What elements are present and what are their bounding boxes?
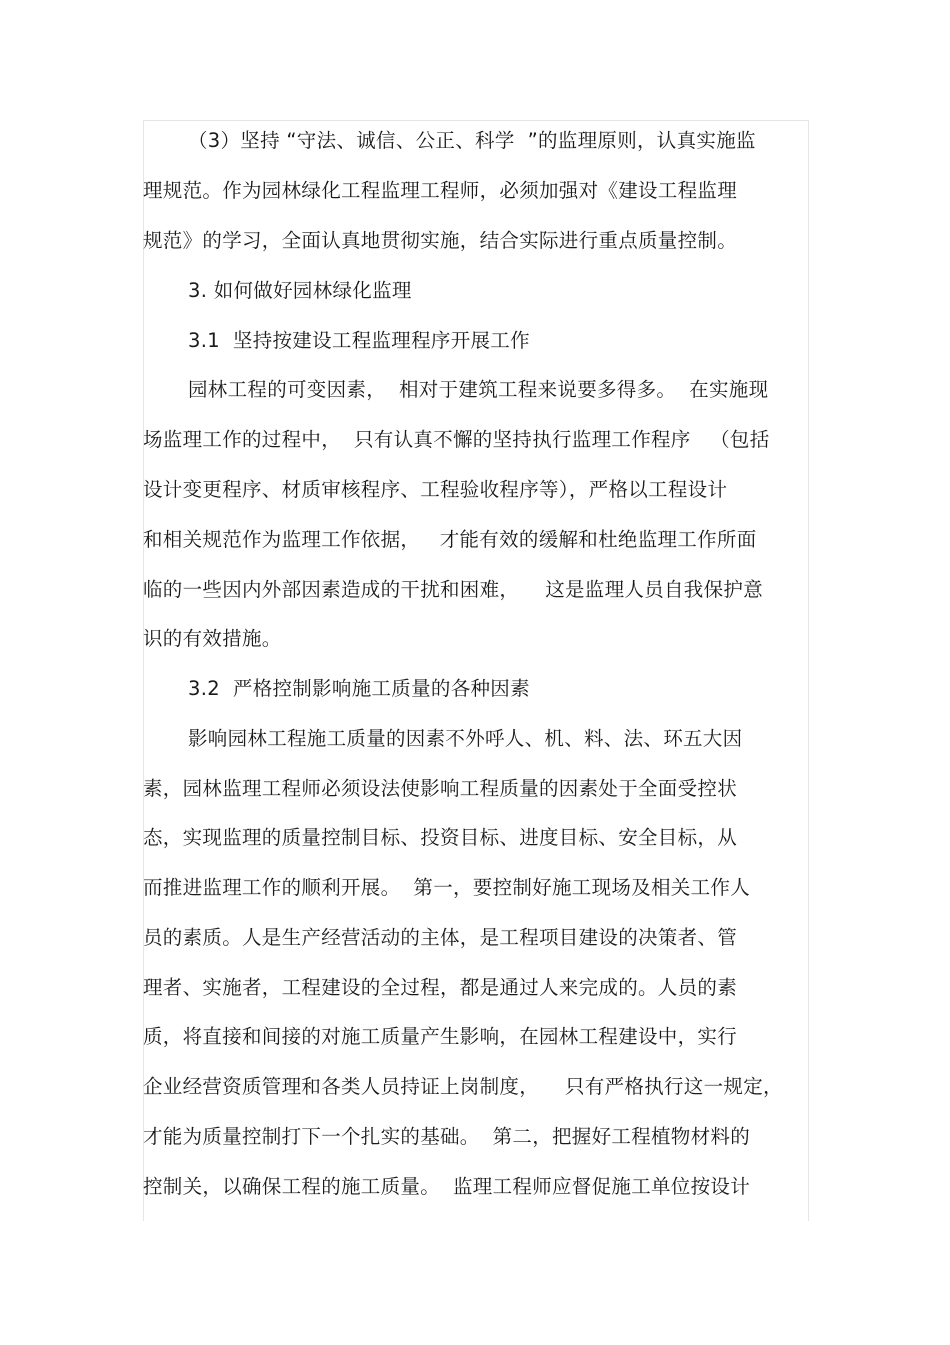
section-heading: 3. 如何做好园林绿化监理 xyxy=(188,279,412,302)
subsection-heading: 3.1 坚持按建设工程监理程序开展工作 xyxy=(188,329,530,352)
text-line: 园林工程的可变因素， 相对于建筑工程来说要多得多。 在实施现 xyxy=(188,378,769,401)
subsection-heading: 3.2 严格控制影响施工质量的各种因素 xyxy=(188,677,530,700)
text-line: 质，将直接和间接的对施工质量产生影响，在园林工程建设中，实行 xyxy=(143,1025,738,1048)
text-line: 影响园林工程施工质量的因素不外呼人、机、料、法、环五大因 xyxy=(188,727,743,750)
text-line: 控制关，以确保工程的施工质量。 监理工程师应督促施工单位按设计 xyxy=(143,1175,750,1198)
text-line: （3）坚持 “守法、诚信、公正、科学 ”的监理原则，认真实施监 xyxy=(188,129,756,152)
text-line: 和相关规范作为监理工作依据， 才能有效的缓解和杜绝监理工作所面 xyxy=(143,528,757,551)
text-line: 规范》的学习，全面认真地贯彻实施，结合实际进行重点质量控制。 xyxy=(143,229,738,252)
text-line: 企业经营资质管理和各类人员持证上岗制度， 只有严格执行这一规定， xyxy=(143,1075,783,1098)
text-line: 员的素质。人是生产经营活动的主体，是工程项目建设的决策者、管 xyxy=(143,926,738,949)
text-line: 而推进监理工作的顺利开展。 第一，要控制好施工现场及相关工作人 xyxy=(143,876,750,899)
text-line: 态，实现监理的质量控制目标、投资目标、进度目标、安全目标，从 xyxy=(143,826,738,849)
text-line: 临的一些因内外部因素造成的干扰和困难， 这是监理人员自我保护意 xyxy=(143,578,763,601)
text-line: 场监理工作的过程中， 只有认真不懈的坚持执行监理工作程序 （包括 xyxy=(143,428,770,451)
text-line: 理者、实施者，工程建设的全过程，都是通过人来完成的。人员的素 xyxy=(143,976,738,999)
text-line: 才能为质量控制打下一个扎实的基础。 第二，把握好工程植物材料的 xyxy=(143,1125,750,1148)
text-line: 理规范。作为园林绿化工程监理工程师，必须加强对《建设工程监理 xyxy=(143,179,738,202)
text-line: 识的有效措施。 xyxy=(143,627,282,650)
text-line: 素，园林监理工程师必须设法使影响工程质量的因素处于全面受控状 xyxy=(143,777,738,800)
text-line: 设计变更程序、材质审核程序、工程验收程序等），严格以工程设计 xyxy=(143,478,728,501)
